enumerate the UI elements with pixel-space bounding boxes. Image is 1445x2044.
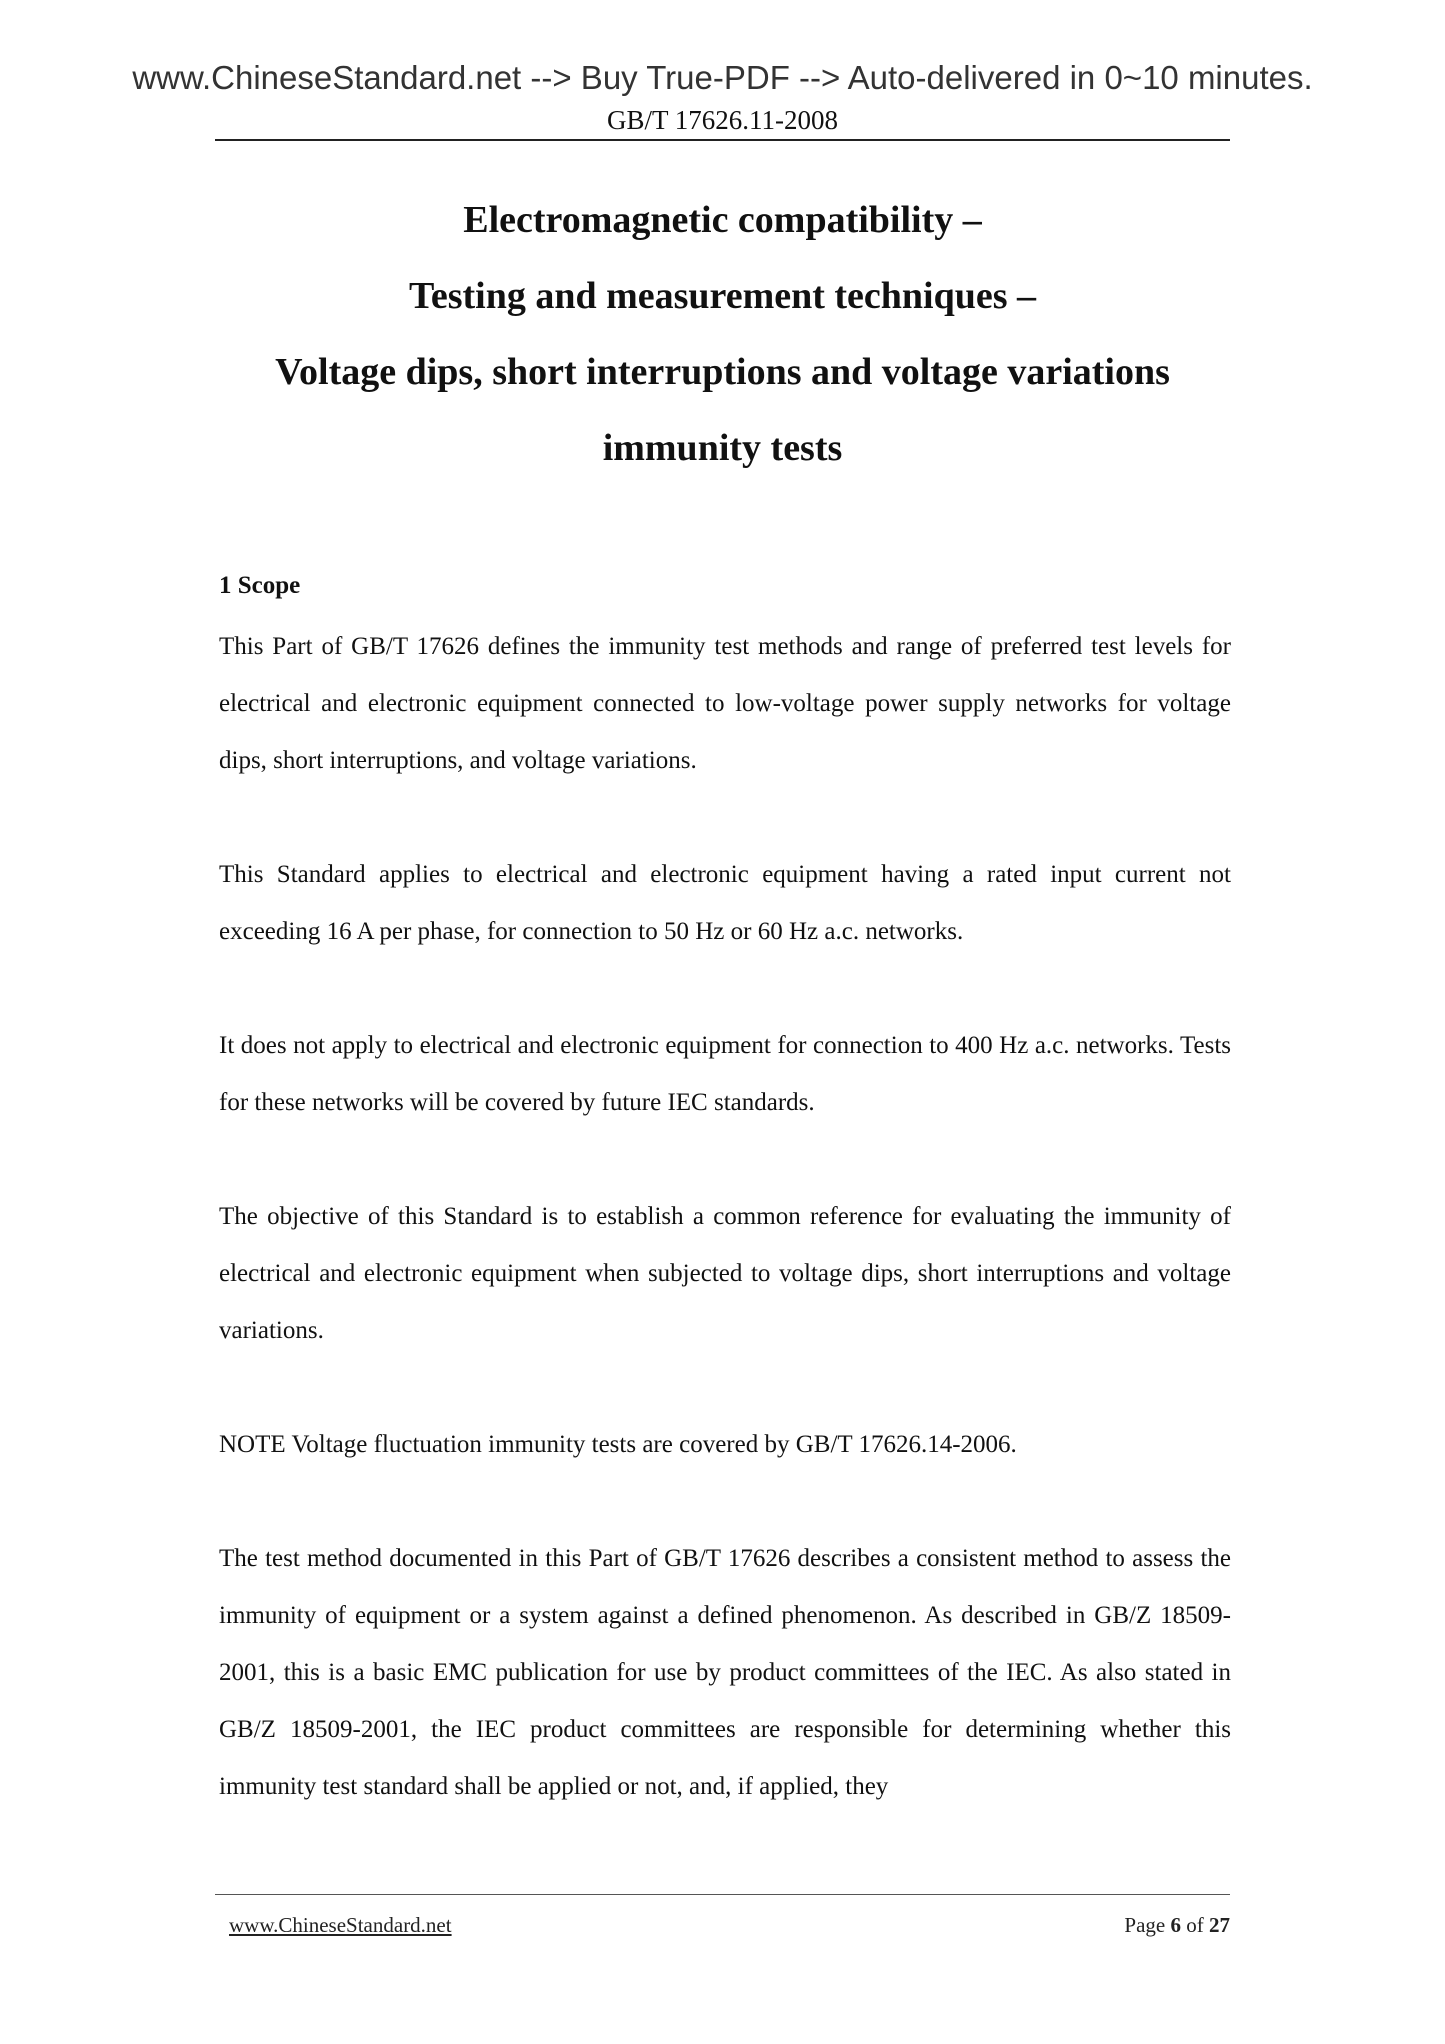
page-of: of bbox=[1186, 1913, 1204, 1937]
title-line-4: immunity tests bbox=[602, 427, 843, 469]
page-number bbox=[1124, 1913, 1230, 1938]
section-heading: 1 Scope bbox=[219, 572, 301, 599]
paragraph: The objective of this Standard is to establish a common reference for evaluating the immunity of electrical and electronic equipment when subjected to voltage dips, short interruptions and voltage variations. bbox=[219, 1203, 1231, 1344]
standard-code: GB/T 17626.11-2008 bbox=[606, 105, 838, 135]
note-paragraph: NOTE Voltage fluctuation immunity tests are covered by GB/T 17626.14-2006. bbox=[219, 1431, 1017, 1458]
footer-rule bbox=[215, 1894, 1230, 1895]
document-title bbox=[215, 182, 1230, 486]
footer-site-link[interactable]: www.ChineseStandard.net bbox=[229, 1913, 452, 1937]
paragraph: This Standard applies to electrical and electronic equipment having a rated input current not exceeding 16 A per phase, for connection to 50 Hz or 60 Hz a.c. networks. bbox=[219, 861, 1231, 945]
paragraph: This Part of GB/T 17626 defines the immunity test methods and range of preferred test levels for electrical and electronic equipment connected to low-voltage power supply networks for voltage dips, short interruptions, and voltage variations. bbox=[219, 633, 1231, 774]
paragraph: It does not apply to electrical and electronic equipment for connection to 400 Hz a.c. networks. Tests for these networks will be covered by future IEC standards. bbox=[219, 1032, 1231, 1116]
title-line-3: Voltage dips, short interruptions and voltage variations bbox=[275, 351, 1170, 393]
header-rule bbox=[215, 139, 1230, 141]
page-prefix: Page bbox=[1124, 1913, 1166, 1937]
title-line-1: Electromagnetic compatibility – bbox=[463, 199, 982, 241]
paragraph: The test method documented in this Part of GB/T 17626 describes a consistent method to assess the immunity of equipment or a system against a defined phenomenon. As described in GB/Z 18509-2001, this is a basic EMC publication for use by product committees of the IEC. As also stated in GB/Z 18509-2001, the IEC product committees are responsible for determining whether this immunity test standard shall be applied or not, and, if applied, they bbox=[219, 1545, 1231, 1800]
page-total: 27 bbox=[1209, 1913, 1230, 1937]
title-line-2: Testing and measurement techniques – bbox=[408, 275, 1037, 317]
page-current: 6 bbox=[1170, 1913, 1181, 1937]
body-content bbox=[219, 566, 1231, 1815]
promo-banner: www.ChineseStandard.net --> Buy True-PDF --> Auto-delivered in 0~10 minutes. bbox=[132, 59, 1313, 96]
